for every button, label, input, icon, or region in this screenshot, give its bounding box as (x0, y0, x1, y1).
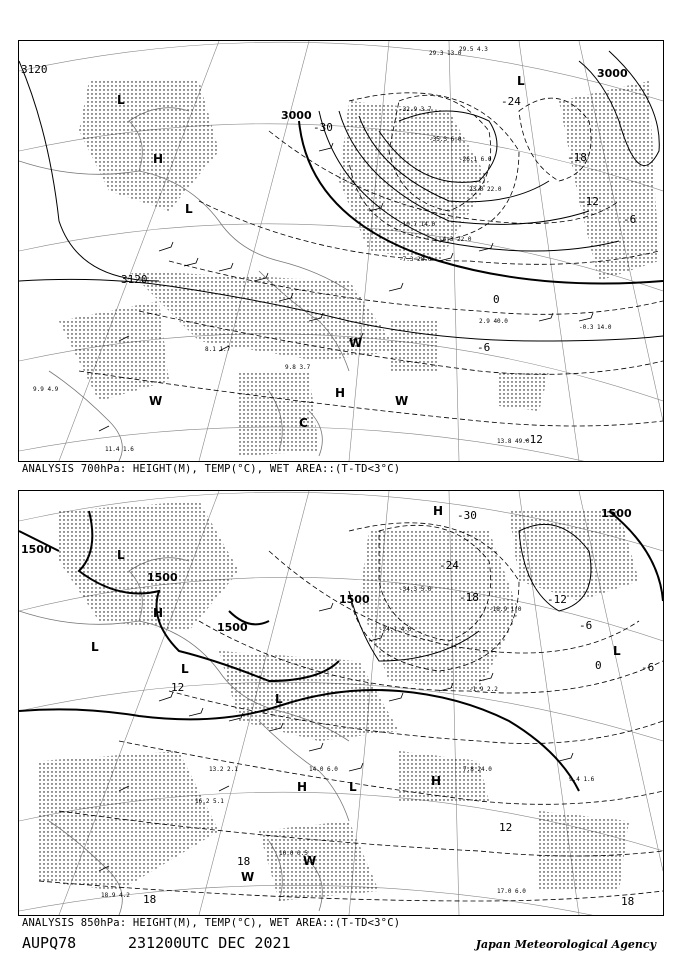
temp-label-minus6-south: -6 (477, 341, 491, 354)
station-observation: 29.5 4.3 (459, 46, 488, 53)
station-observation: -18.9 1.0 (489, 606, 522, 613)
station-observation: -0.3 14.0 (579, 324, 612, 331)
map-panel-700hpa (18, 40, 664, 462)
warm-center-pacific: W (395, 394, 409, 408)
temp-label-minus12: -12 (579, 195, 599, 208)
low-center-north: L (117, 548, 125, 562)
temp-label-12-china: 12 (171, 681, 185, 694)
station-observation: 13.2 2.1 (209, 766, 238, 773)
station-observation: -10.7 14.0 (399, 221, 436, 228)
temp-label-0: 0 (493, 293, 500, 306)
temp-label-minus12: -12 (547, 593, 567, 606)
caption-850hpa: ANALYSIS 850hPa: HEIGHT(M), TEMP(°C), WET AREA::(T-TD<3°C) (22, 917, 401, 929)
temp-label-12-south: -12 (523, 433, 543, 446)
warm-center-taiwan: W (303, 854, 317, 868)
warm-center-east: W (349, 336, 363, 350)
temp-label-minus24: -24 (439, 559, 459, 572)
high-center-mongolia: H (153, 152, 164, 166)
low-center-east: L (613, 644, 621, 658)
caption-700hpa: ANALYSIS 700hPa: HEIGHT(M), TEMP(°C), WET AREA::(T-TD<3°C) (22, 463, 401, 475)
station-observation: 8.1 1.7 (205, 346, 231, 353)
station-observation: 7.8 24.0 (463, 766, 492, 773)
height-label-1500-east: 1500 (601, 507, 632, 520)
map-700hpa-canvas (19, 41, 663, 461)
high-center-pacific: H (335, 386, 346, 400)
height-label-3000-center: 3000 (281, 109, 312, 122)
low-center-northeast: L (517, 74, 525, 88)
temp-label-minus30: -30 (457, 509, 477, 522)
station-observation: 9.8 3.7 (285, 364, 311, 371)
station-observation: 13.8 49.0 (497, 438, 530, 445)
temp-label-0: 0 (595, 659, 602, 672)
temp-label-minus24: -24 (501, 95, 521, 108)
height-label-3120-west: 3120 (21, 63, 48, 76)
temp-label-minus6: -6 (623, 213, 637, 226)
height-label-3000-east: 3000 (597, 67, 628, 80)
warm-center-south: W (149, 394, 163, 408)
temp-label-minus18: -18 (459, 591, 479, 604)
high-center-south: H (297, 780, 308, 794)
station-observation: 9.4 1.6 (569, 776, 595, 783)
low-center-north: L (117, 93, 125, 107)
station-observation: 17.0 6.0 (497, 888, 526, 895)
station-observation: -35.3 6.0 (429, 136, 462, 143)
height-label-1500-west: 1500 (21, 543, 52, 556)
high-center-mongolia: H (153, 606, 164, 620)
low-center-pacific: L (349, 780, 357, 794)
chart-code: AUPQ78 (22, 934, 77, 952)
station-observation: 23.0 22.0 (469, 186, 502, 193)
temp-label-minus6-east: -6 (641, 661, 655, 674)
station-observation: 18.9 4.2 (101, 892, 130, 899)
low-center-korea: L (275, 692, 283, 706)
temp-label-18-south: 18 (237, 855, 251, 868)
station-observation: 2.9 40.0 (479, 318, 508, 325)
station-observation: 16.2 5.1 (195, 798, 224, 805)
agency-name: Japan Meteorological Agency (475, 938, 656, 951)
temp-label-minus18: -18 (567, 151, 587, 164)
temp-label-minus30: -30 (313, 121, 333, 134)
station-observation: -32.9 3.7 (399, 106, 432, 113)
height-label-3120-south: 3120 (121, 273, 148, 286)
station-observation: -26.1 6.0 (459, 156, 492, 163)
height-label-1500-china: 1500 (217, 621, 248, 634)
station-observation: -34.3 5.0 (399, 586, 432, 593)
station-observation: 11.4 1.6 (105, 446, 134, 453)
station-observation: -4.3 22.0 (439, 236, 472, 243)
station-observation: -7.3 28.0 (399, 256, 432, 263)
station-observation: 29.3 13.0 (429, 50, 462, 57)
station-observation: 9.9 4.9 (33, 386, 59, 393)
temp-label-12-pacific: 12 (499, 821, 513, 834)
cold-center-south: C (299, 416, 308, 430)
map-panel-850hpa (18, 490, 664, 916)
map-850hpa-canvas (19, 491, 663, 915)
low-center-west: L (91, 640, 99, 654)
station-observation: -24.1 4.0 (379, 626, 412, 633)
height-label-1500-center: 1500 (339, 593, 370, 606)
station-observation: 14.0 6.0 (309, 766, 338, 773)
high-center-north: H (433, 504, 444, 518)
warm-center-south: W (241, 870, 255, 884)
station-observation: -1.9 2.2 (469, 686, 498, 693)
temp-label-18-southwest: 18 (143, 893, 157, 906)
high-center-pacific: H (431, 774, 442, 788)
low-center-china: L (181, 662, 189, 676)
valid-time: 231200UTC DEC 2021 (128, 934, 291, 952)
station-observation: 10.0 0.5 (279, 850, 308, 857)
low-center-manchuria: L (185, 202, 193, 216)
temp-label-minus6: -6 (579, 619, 593, 632)
height-label-1500-mongolia: 1500 (147, 571, 178, 584)
temp-label-18-southeast: 18 (621, 895, 635, 908)
